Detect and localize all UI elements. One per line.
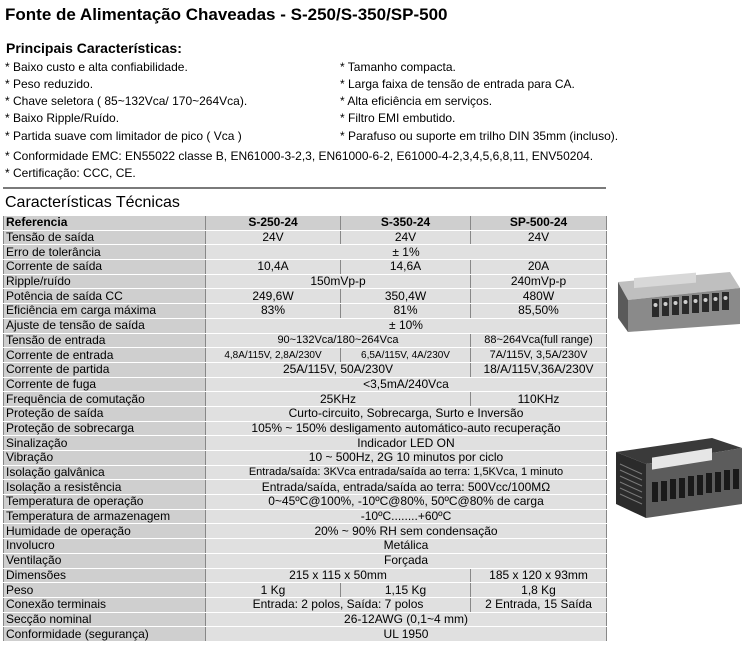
cell: 24V [341,230,471,245]
table-row [4,304,607,319]
row-label: Frequência de comutação [4,392,206,407]
table-row [4,421,607,436]
row-label: Isolação a resistência [4,480,206,495]
header-label: Referencia [4,216,206,230]
page-title: Fonte de Alimentação Chaveadas - S-250/S-350/SP-500 [5,5,448,24]
row-label: Humidade de operação [4,524,206,539]
cell: 4,8A/115V, 2,8A/230V [206,348,341,363]
cell: <3,5mA/240Vca [206,377,607,392]
cell: 88~264Vca(full range) [471,333,607,348]
row-label: Ripple/ruído [4,274,206,289]
table-row [4,553,607,568]
table-row [4,451,607,466]
feature-certification: * Certificação: CCC, CE. [5,166,136,180]
cell: 85,50% [471,304,607,319]
cell: Indicador LED ON [206,436,607,451]
row-label: Tensão de saída [4,230,206,245]
header-model-sp500: SP-500-24 [471,216,607,230]
cell: 20% ~ 90% RH sem condensação [206,524,607,539]
cell: 25A/115V, 50A/230V [206,362,471,377]
row-label: Tensão de entrada [4,333,206,348]
row-label: Temperatura de armazenagem [4,509,206,524]
table-row [4,274,607,289]
cell: ± 10% [206,318,607,333]
feature-emc: * Conformidade EMC: EN55022 classe B, EN61000-3-2,3, EN61000-6-2, E61000-4-2,3,4,5,6,8,11, ENV50204. [5,149,594,163]
cell: 110KHz [471,392,607,407]
table-row [4,245,607,260]
row-label: Eficiência em carga máxima [4,304,206,319]
table-row [4,495,607,510]
row-label: Isolação galvânica [4,465,206,480]
tech-specs-heading: Características Técnicas [5,194,180,211]
row-label: Conexão terminais [4,597,206,612]
row-label: Ventilação [4,553,206,568]
row-label: Vibração [4,451,206,466]
table-row [4,260,607,275]
feature-item: * Peso reduzido. [5,77,94,91]
table-row [4,377,607,392]
cell: 240mVp-p [471,274,607,289]
table-row [4,230,607,245]
feature-item: * Filtro EMI embutido. [340,111,456,125]
cell: Entrada: 2 polos, Saída: 7 polos [206,597,471,612]
row-label: Corrente de fuga [4,377,206,392]
row-label: Involucro [4,539,206,554]
table-row [4,612,607,627]
row-label: Proteção de sobrecarga [4,421,206,436]
cell: Forçada [206,553,607,568]
cell: 2 Entrada, 15 Saída [471,597,607,612]
table-row [4,480,607,495]
cell: 20A [471,260,607,275]
row-label: Secção nominal [4,612,206,627]
cell: ± 1% [206,245,607,260]
table-row [4,627,607,642]
cell: 10 ~ 500Hz, 2G 10 minutos por ciclo [206,451,607,466]
table-row [4,539,607,554]
cell: 105% ~ 150% desligamento automático-auto recuperação [206,421,607,436]
table-header-row [4,216,607,230]
cell: 185 x 120 x 93mm [471,568,607,583]
cell: Entrada/saída: 3KVca entrada/saída ao terra: 1,5KVca, 1 minuto [206,465,607,480]
row-label: Peso [4,583,206,598]
cell: 24V [206,230,341,245]
cell: 1 Kg [206,583,341,598]
cell: 249,6W [206,289,341,304]
table-row [4,362,607,377]
cell: 25KHz [206,392,471,407]
table-row [4,406,607,421]
cell: 0~45ºC@100%, -10ºC@80%, 50ºC@80% de carga [206,495,607,510]
cell: 90~132Vca/180~264Vca [206,333,471,348]
row-label: Temperatura de operação [4,495,206,510]
cell: 10,4A [206,260,341,275]
feature-item: * Partida suave com limitador de pico ( Vca ) [5,129,242,143]
cell: 215 x 115 x 50mm [206,568,471,583]
cell: 1,15 Kg [341,583,471,598]
cell: 24V [471,230,607,245]
table-row [4,597,607,612]
cell: 6,5A/115V, 4A/230V [341,348,471,363]
feature-item: * Baixo custo e alta confiabilidade. [5,60,188,74]
cell: 14,6A [341,260,471,275]
row-label: Corrente de saída [4,260,206,275]
row-label: Erro de tolerância [4,245,206,260]
product-photo-sp500 [612,434,744,520]
row-label: Corrente de partida [4,362,206,377]
feature-item: * Larga faixa de tensão de entrada para CA. [340,77,575,91]
cell: 18/A/115V,36A/230V [471,362,607,377]
header-model-s350: S-350-24 [341,216,471,230]
table-row [4,392,607,407]
table-row [4,318,607,333]
row-label: Dimensões [4,568,206,583]
row-label: Proteção de saída [4,406,206,421]
row-label: Sinalização [4,436,206,451]
cell: 7A/115V, 3,5A/230V [471,348,607,363]
cell: 350,4W [341,289,471,304]
features-heading: Principais Características: [6,40,182,56]
cell: UL 1950 [206,627,607,642]
table-row [4,568,607,583]
row-label: Conformidade (segurança) [4,627,206,642]
specs-table [3,216,607,642]
table-row [4,436,607,451]
row-label: Corrente de entrada [4,348,206,363]
cell: Entrada/saída, entrada/saída ao terra: 500Vcc/100MΩ [206,480,607,495]
cell: 1,8 Kg [471,583,607,598]
cell: 26-12AWG (0,1~4 mm) [206,612,607,627]
header-model-s250: S-250-24 [206,216,341,230]
feature-item: * Parafuso ou suporte em trilho DIN 35mm (incluso). [340,129,619,143]
table-row [4,524,607,539]
feature-item: * Alta eficiência em serviços. [340,94,493,108]
feature-item: * Tamanho compacta. [340,60,456,74]
product-photo-s250 [612,268,744,334]
table-row [4,509,607,524]
table-row [4,333,607,348]
section-divider [3,187,606,189]
cell: 81% [341,304,471,319]
feature-item: * Baixo Ripple/Ruído. [5,111,120,125]
row-label: Ajuste de tensão de saída [4,318,206,333]
cell: 480W [471,289,607,304]
cell: 150mVp-p [206,274,471,289]
cell: Metálica [206,539,607,554]
table-row [4,465,607,480]
feature-item: * Chave seletora ( 85~132Vca/ 170~264Vca). [5,94,248,108]
cell: -10ºC........+60ºC [206,509,607,524]
table-row [4,583,607,598]
table-row [4,348,607,363]
table-row [4,289,607,304]
cell: 83% [206,304,341,319]
row-label: Potência de saída CC [4,289,206,304]
cell: Curto-circuito, Sobrecarga, Surto e Inversão [206,406,607,421]
